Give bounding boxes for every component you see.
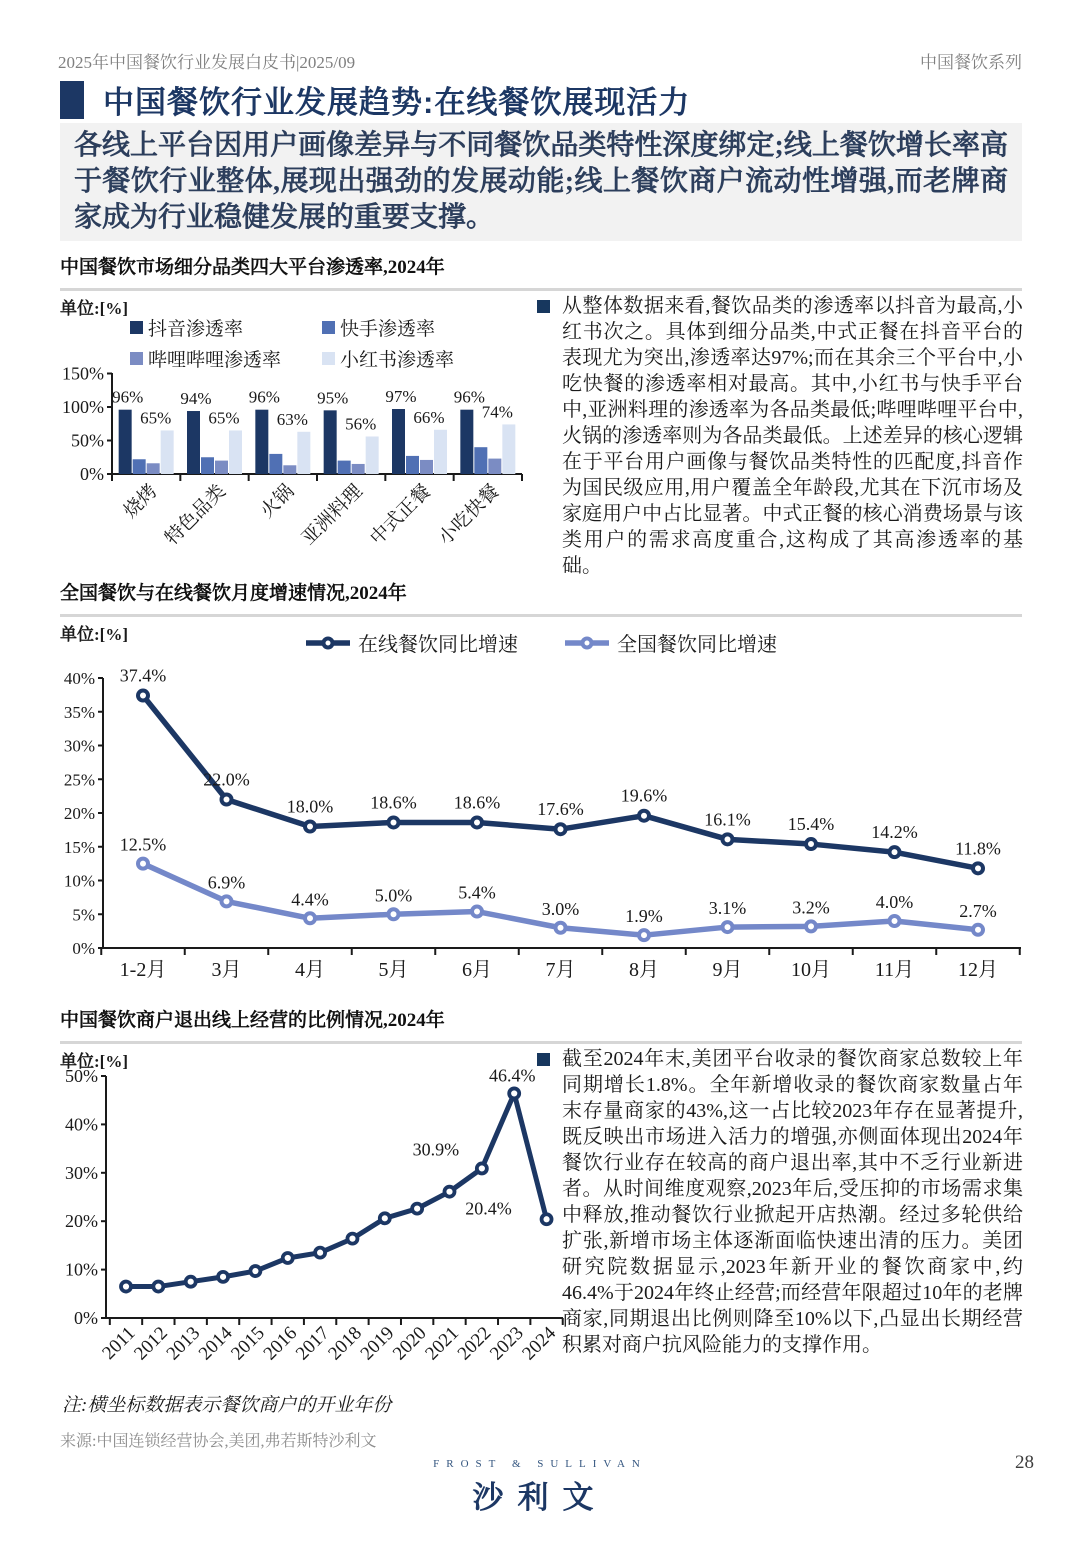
svg-text:3月: 3月: [211, 959, 242, 981]
svg-text:烧烤: 烧烤: [119, 480, 162, 523]
svg-text:1.9%: 1.9%: [625, 906, 663, 927]
svg-text:46.4%: 46.4%: [488, 1065, 536, 1086]
legend-item-douyin: [130, 314, 322, 341]
svg-text:18.0%: 18.0%: [286, 796, 334, 817]
svg-text:22.0%: 22.0%: [203, 769, 250, 790]
svg-text:2013: 2013: [162, 1322, 205, 1365]
svg-text:亚洲料理: 亚洲料理: [298, 480, 367, 550]
svg-text:50%: 50%: [65, 1066, 98, 1086]
legend-label-douyin: 抖音渗透率: [148, 319, 244, 340]
analysis-bullet-1-text: 从整体数据来看,餐饮品类的渗透率以抖音为最高,小红书次之。具体到细分品类,中式正餐在抖音平台的表现尤为突出,渗透率达97%;而在其余三个平台中,小吃快餐的渗透率相对最高。其中,小红书与快手平台中,亚洲料理的渗透率为各品类最低;哔哩哔哩平台中,火锅的渗透率则为各品类最低。上述差异的核心逻辑在于平台用户画像与餐饮品类特性的匹配度,抖音作为国民级应用,用户覆盖全年龄段,尤其在下沉市场及家庭用户中占比显著。中式正餐的核心消费场景与该类用户的需求高度重合,这构成了其高渗透率的基础。: [562, 295, 1023, 577]
svg-text:中式正餐: 中式正餐: [366, 480, 436, 550]
svg-text:4.0%: 4.0%: [875, 892, 914, 912]
page-header: [58, 48, 1022, 73]
svg-text:7月: 7月: [545, 959, 576, 981]
svg-text:94%: 94%: [180, 389, 212, 409]
svg-text:1-2月: 1-2月: [119, 959, 167, 981]
header-right-text: 中国餐饮系列: [920, 53, 1022, 72]
svg-text:66%: 66%: [413, 407, 445, 427]
analysis-bullet-1: [537, 293, 1023, 579]
legend-label-national-growth: 全国餐饮同比增速: [617, 634, 777, 656]
legend-swatch-douyin: [130, 321, 143, 334]
title-accent-bar: [60, 81, 84, 119]
legend-marker-national-growth: [564, 636, 610, 650]
svg-text:10%: 10%: [65, 1259, 98, 1280]
legend-item-online-growth: [305, 628, 518, 657]
svg-text:3.0%: 3.0%: [541, 898, 580, 919]
svg-text:11月: 11月: [874, 959, 915, 981]
svg-text:150%: 150%: [62, 363, 104, 384]
svg-text:12.5%: 12.5%: [119, 834, 167, 855]
legend-marker-online-growth: [305, 636, 351, 650]
svg-text:65%: 65%: [208, 408, 240, 428]
svg-text:96%: 96%: [248, 387, 280, 407]
svg-text:4月: 4月: [295, 959, 325, 981]
svg-text:16.1%: 16.1%: [704, 809, 751, 830]
svg-text:2014: 2014: [194, 1322, 237, 1365]
svg-text:15%: 15%: [63, 837, 95, 857]
svg-text:10月: 10月: [791, 959, 831, 981]
svg-text:40%: 40%: [63, 669, 95, 688]
frost-sullivan-logo: [0, 1458, 1080, 1517]
svg-text:20.4%: 20.4%: [465, 1198, 512, 1219]
section-monthly-growth: [60, 578, 1022, 981]
platform-penetration-bar-chart: [60, 360, 530, 575]
merchant-exit-line-chart: [60, 1061, 570, 1393]
analysis-bullet-2: [537, 1046, 1023, 1358]
legend-item-national-growth: [564, 628, 777, 657]
monthly-growth-line-chart: [60, 656, 1050, 1001]
svg-text:30.9%: 30.9%: [412, 1139, 460, 1160]
bullet-square-icon: [537, 1053, 550, 1066]
svg-text:2011: 2011: [98, 1322, 140, 1364]
svg-text:0%: 0%: [72, 939, 95, 958]
svg-text:2016: 2016: [259, 1322, 302, 1365]
svg-text:11.8%: 11.8%: [955, 838, 1001, 859]
svg-text:15.4%: 15.4%: [787, 814, 835, 835]
svg-text:火锅: 火锅: [256, 480, 299, 523]
svg-text:100%: 100%: [62, 397, 104, 417]
svg-text:20%: 20%: [63, 804, 95, 823]
svg-text:18.6%: 18.6%: [370, 792, 417, 813]
analysis-bullet-2-text: 截至2024年末,美团平台收录的餐饮商家总数较上年同期增长1.8%。全年新增收录的餐饮商家数量占年末存量商家的43%,这一占比较2023年存在显著提升,既反映出市场进入活力的增强,亦侧面体现出2024年餐饮行业存在较高的商户退出率,其中不乏行业新进者。从时间维度观察,2023年后,受压抑的市场需求集中释放,推动餐饮行业掀起开店热潮。经过多轮供给扩张,新增市场主体逐渐面临快速出清的压力。美团研究院数据显示,2023年新开业的餐饮商家中,约46.4%于2024年终止经营;而经营年限超过10年的老牌商家,同期退出比例则降至10%以下,凸显出长期经营积累对商户抗风险能力的支撑作用。: [562, 1048, 1023, 1356]
legend-label-kuaishou: 快手渗透率: [340, 319, 436, 340]
svg-text:2021: 2021: [421, 1322, 464, 1365]
legend-swatch-kuaishou: [322, 321, 335, 334]
summary-highlight: 各线上平台因用户画像差异与不同餐饮品类特性深度绑定;线上餐饮增长率高于餐饮行业整体,展现出强劲的发展动能;线上餐饮商户流动性增强,而老牌商家成为行业稳健发展的重要支撑。: [60, 123, 1022, 241]
svg-text:6.9%: 6.9%: [207, 872, 246, 893]
svg-text:63%: 63%: [276, 409, 308, 429]
chart2-unit-label: 单位:[%]: [60, 625, 128, 644]
svg-text:2.7%: 2.7%: [959, 900, 997, 921]
svg-text:8月: 8月: [629, 959, 659, 981]
svg-text:50%: 50%: [71, 430, 104, 451]
legend-label-xiaohongshu: 小红书渗透率: [340, 350, 455, 371]
title-row: [60, 77, 690, 122]
svg-text:17.6%: 17.6%: [537, 799, 584, 820]
svg-text:2019: 2019: [356, 1322, 399, 1365]
svg-text:2023: 2023: [486, 1322, 528, 1365]
svg-text:97%: 97%: [385, 387, 417, 407]
page-title: 中国餐饮行业发展趋势:在线餐饮展现活力: [103, 85, 691, 120]
chart3-footnote: 注:横坐标数据表示餐饮商户的开业年份: [62, 1395, 392, 1416]
chart2-title: 全国餐饮与在线餐饮月度增速情况,2024年: [60, 578, 1022, 617]
svg-text:65%: 65%: [140, 408, 172, 428]
header-left-text: 2025年中国餐饮行业发展白皮书|2025/09: [58, 53, 356, 72]
svg-text:2012: 2012: [130, 1322, 172, 1365]
chart1-title: 中国餐饮市场细分品类四大平台渗透率,2024年: [60, 252, 1022, 291]
svg-text:2017: 2017: [291, 1322, 334, 1365]
svg-text:5%: 5%: [72, 905, 95, 925]
svg-text:2024: 2024: [518, 1322, 561, 1365]
svg-text:12月: 12月: [958, 959, 998, 981]
logo-chinese-text: 沙利文: [472, 1480, 608, 1515]
svg-text:2020: 2020: [388, 1322, 431, 1365]
svg-text:特色品类: 特色品类: [161, 480, 231, 550]
svg-text:18.6%: 18.6%: [453, 792, 501, 813]
chart1-unit-label: 单位:[%]: [60, 299, 128, 318]
svg-text:96%: 96%: [453, 387, 485, 407]
svg-text:19.6%: 19.6%: [620, 785, 668, 806]
svg-text:5.4%: 5.4%: [458, 882, 496, 903]
svg-text:74%: 74%: [481, 402, 513, 422]
svg-text:56%: 56%: [345, 414, 377, 434]
source-line: 来源:中国连锁经营协会,美团,弗若斯特沙利文: [60, 1433, 377, 1450]
svg-text:4.4%: 4.4%: [291, 889, 329, 910]
svg-text:2022: 2022: [453, 1322, 496, 1365]
bullet-square-icon: [537, 300, 550, 313]
svg-text:40%: 40%: [65, 1114, 98, 1135]
legend-label-bilibili: 哔哩哔哩渗透率: [148, 350, 282, 371]
legend-label-online-growth: 在线餐饮同比增速: [358, 634, 518, 656]
svg-text:0%: 0%: [74, 1308, 98, 1328]
svg-text:2015: 2015: [227, 1322, 269, 1365]
svg-text:3.2%: 3.2%: [792, 897, 830, 918]
svg-text:2018: 2018: [324, 1322, 366, 1365]
svg-text:35%: 35%: [63, 702, 95, 722]
svg-text:小吃快餐: 小吃快餐: [434, 480, 504, 550]
svg-text:10%: 10%: [63, 871, 95, 891]
page-number: 28: [1015, 1452, 1034, 1473]
legend-item-kuaishou: [322, 314, 454, 341]
svg-text:37.4%: 37.4%: [119, 665, 167, 686]
svg-text:6月: 6月: [462, 959, 492, 981]
svg-text:14.2%: 14.2%: [871, 822, 918, 843]
logo-english-text: FROST & SULLIVAN: [433, 1458, 647, 1470]
chart3-unit-label: 单位:[%]: [60, 1052, 128, 1071]
svg-text:30%: 30%: [65, 1162, 98, 1183]
svg-text:5.0%: 5.0%: [374, 885, 413, 906]
svg-text:3.1%: 3.1%: [708, 898, 747, 919]
chart3-title: 中国餐饮商户退出线上经营的比例情况,2024年: [60, 1005, 1022, 1044]
svg-text:95%: 95%: [317, 388, 349, 408]
svg-text:25%: 25%: [63, 770, 95, 790]
svg-text:30%: 30%: [63, 736, 95, 756]
svg-text:5月: 5月: [378, 959, 409, 981]
svg-text:96%: 96%: [112, 387, 144, 407]
svg-text:9月: 9月: [712, 959, 743, 981]
svg-text:0%: 0%: [80, 464, 104, 484]
chart2-legend: [60, 628, 1022, 657]
svg-text:20%: 20%: [65, 1211, 98, 1232]
